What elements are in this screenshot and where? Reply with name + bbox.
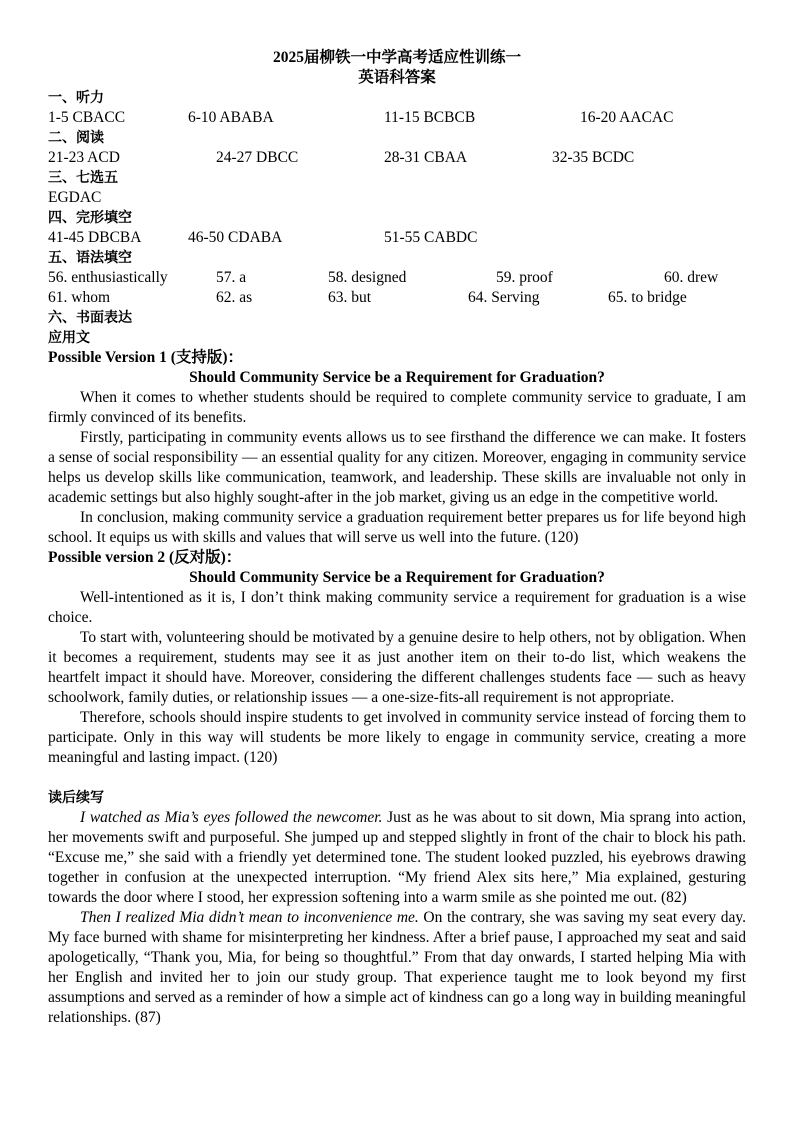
- answer-group: 51-55 CABDC: [384, 229, 478, 246]
- version1-paragraph: When it comes to whether students should be required to complete community service to graduate, I am firmly convinced of its benefits.: [48, 389, 746, 426]
- version2-paragraph: Therefore, schools should inspire students to get involved in community service instead of forcing them to participate. Only in this way will students be more likely to engage in community service, creating a more meaningful and lasting impact. (120): [48, 709, 746, 766]
- grammar-answer: 65. to bridge: [608, 289, 687, 306]
- answer-group: 11-15 BCBCB: [384, 109, 476, 126]
- answer-group: 21-23 ACD: [48, 149, 120, 166]
- answer-group: 16-20 AACAC: [580, 109, 674, 126]
- version2-paragraph: Well-intentioned as it is, I don’t think making community service a requirement for graduation is a wise choice.: [48, 589, 746, 626]
- version1-paragraph: In conclusion, making community service a graduation requirement better prepares us for life beyond high school. It equips us with skills and values that will serve us well into the future. (120): [48, 509, 746, 546]
- continuation-opening-sentence: I watched as Mia’s eyes followed the newcomer.: [80, 809, 383, 826]
- continuation-paragraph: [48, 908, 746, 1028]
- spacer: [48, 768, 746, 788]
- grammar-answer: 58. designed: [328, 269, 407, 286]
- grammar-answer: 59. proof: [496, 269, 553, 286]
- writing-heading: 六、书面表达: [48, 310, 132, 326]
- continuation-paragraph: [48, 808, 746, 908]
- grammar-answer: 64. Serving: [468, 289, 540, 306]
- version1-paragraph: Firstly, participating in community events allows us to see firsthand the difference we can make. It fosters a sense of social responsibility — an essential quality for any citizen. Moreover, engaging in community service helps us develop skills like communication, teamwork, and leadership. These skills are invaluable not only in academic settings but also highly sought-after in the job market, giving us an edge in the competitive world.: [48, 429, 746, 506]
- cloze-answers: [48, 228, 746, 248]
- version2-title: Should Community Service be a Requirement for Graduation?: [189, 569, 605, 586]
- answer-group: 24-27 DBCC: [216, 149, 299, 166]
- listening-heading: 一、听力: [48, 90, 104, 106]
- listening-answers: [48, 108, 746, 128]
- writing-subheading: 应用文: [48, 330, 90, 346]
- grammar-answer: 61. whom: [48, 289, 110, 306]
- grammar-answers-row: [48, 268, 746, 288]
- answer-group: 32-35 BCDC: [552, 149, 635, 166]
- answer-group: 28-31 CBAA: [384, 149, 468, 166]
- version2-label: Possible version 2 (反对版)：: [48, 549, 242, 566]
- grammar-answer: 57. a: [216, 269, 247, 286]
- grammar-heading: 五、语法填空: [48, 250, 132, 266]
- grammar-answer: 60. drew: [664, 269, 719, 286]
- answer-key-page: [48, 48, 746, 1028]
- cloze-heading: 四、完形填空: [48, 210, 132, 226]
- grammar-answer: 56. enthusiastically: [48, 269, 168, 286]
- answer-group: 41-45 DBCBA: [48, 229, 142, 246]
- version2-paragraph: To start with, volunteering should be motivated by a genuine desire to help others, not by obligation. When it becomes a requirement, students may see it as just another item on their to-do list, which weakens the heartfelt impact it should have. Moreover, considering the different challenges students face — such as heavy schoolwork, family duties, or relationship issues — a one-size-fits-all requirement is not appropriate.: [48, 629, 746, 706]
- continuation-opening-sentence: Then I realized Mia didn’t mean to inconvenience me.: [80, 909, 419, 926]
- answer-group: 6-10 ABABA: [188, 109, 274, 126]
- answer-group: 46-50 CDABA: [188, 229, 283, 246]
- answer-group: 1-5 CBACC: [48, 109, 126, 126]
- reading-heading: 二、阅读: [48, 130, 104, 146]
- continuation-heading: 读后续写: [48, 790, 104, 806]
- continuation-body: On the contrary, she was saving my seat every day. My face burned with shame for misinterpreting her kindness. After a brief pause, I approached my seat and said apologetically, “Thank you, Mia, for being so thoughtful.” From that day onwards, I started helping Mia with her English and invited her to join our study group. That experience taught me to look beyond my first assumptions and served as a reminder of how a simple act of kindness can go a long way in building meaningful relationships. (87): [48, 909, 746, 1026]
- document-title: 2025届柳铁一中学高考适应性训练一: [272, 49, 521, 66]
- document-subtitle: 英语科答案: [358, 69, 436, 86]
- seven-five-heading: 三、七选五: [48, 170, 118, 186]
- continuation-body: Just as he was about to sit down, Mia sprang into action, her movements swift and purposeful. She jumped up and stepped slightly in front of the chair to block his path. “Excuse me,” she said with a friendly yet determined tone. The student looked puzzled, his eyebrows drawing together in confusion at the unexpected interruption. “My friend Alex sits here,” Mia explained, gesturing towards the door where I stood, her expression softening into a warm smile as she pointed me out. (82): [48, 809, 746, 906]
- version1-label: Possible Version 1 (支持版)：: [48, 349, 244, 366]
- grammar-answer: 63. but: [328, 289, 372, 306]
- grammar-answers-row: [48, 288, 746, 308]
- reading-answers: [48, 148, 746, 168]
- version1-title: Should Community Service be a Requirement for Graduation?: [189, 369, 605, 386]
- grammar-answer: 62. as: [216, 289, 253, 306]
- seven-five-answer: EGDAC: [48, 189, 102, 206]
